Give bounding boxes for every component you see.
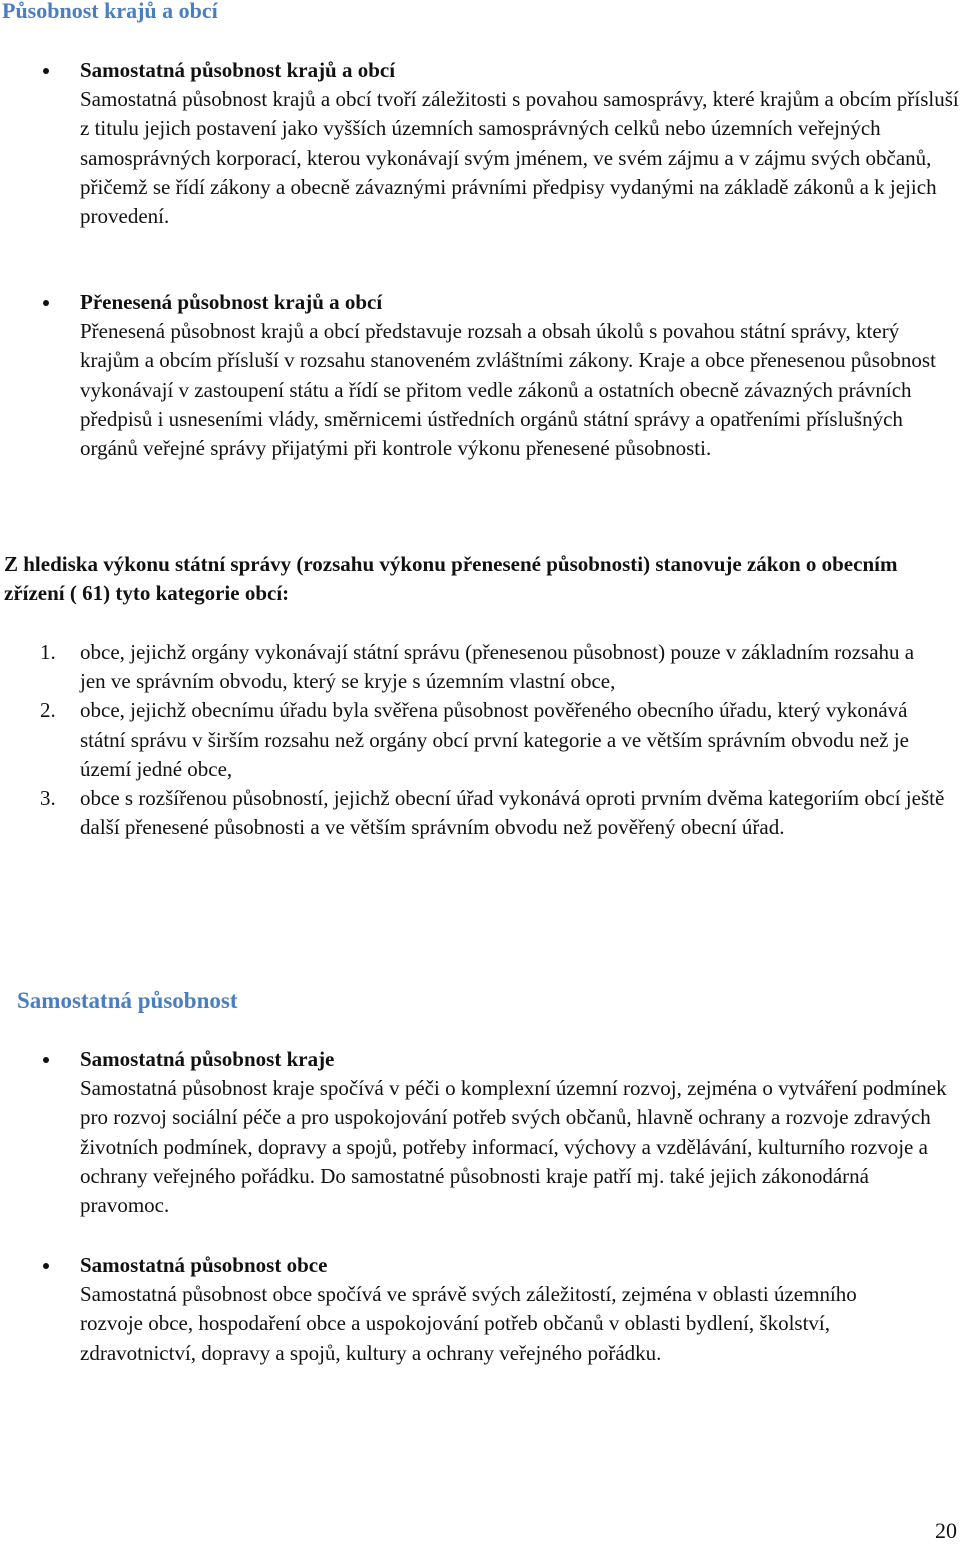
bullet-title: Přenesená působnost krajů a obcí bbox=[80, 290, 383, 314]
bullet-icon bbox=[43, 1263, 49, 1269]
categories-list bbox=[40, 638, 945, 842]
list-number: 1. bbox=[40, 640, 56, 664]
list-number: 3. bbox=[40, 786, 56, 811]
bullet-title: Samostatná působnost kraje bbox=[80, 1047, 335, 1071]
section-heading-kategorie-obci: Z hlediska výkonu státní správy (rozsahu výkonu přenesené působnosti) stanovuje zákon o obecním zřízení ( 61) tyto kategorie obcí: bbox=[4, 552, 898, 606]
list-item bbox=[40, 696, 945, 784]
page-number: 20 bbox=[935, 1518, 957, 1543]
bullet-icon bbox=[43, 1057, 49, 1063]
bullet-text: Samostatná působnost obce spočívá ve správě svých záležitostí, zejména v oblasti územního rozvoje obce, hospodaření obce a uspokojování potřeb občanů v oblasti bydlení, školství, zdravotnictví, dopravy a spojů, kultury a ochrany veřejného pořádku. bbox=[80, 1282, 857, 1365]
bullet-samostatna-pusobnost-kraju-a-obci bbox=[43, 56, 959, 231]
bullet-samostatna-pusobnost-obce bbox=[43, 1251, 923, 1368]
page-title: Působnost krajů a obcí bbox=[2, 0, 218, 23]
bullet-title: Samostatná působnost obce bbox=[80, 1253, 328, 1277]
section-title-samostatna-pusobnost: Samostatná působnost bbox=[17, 988, 238, 1013]
bullet-text: Přenesená působnost krajů a obcí představuje rozsah a obsah úkolů s povahou státní správy, který krajům a obcím přísluší v rozsahu stanoveném zvláštními zákony. Kraje a obce přenesenou působnost vykonávají v zastoupení státu a řídí se přitom vedle zákonů a ostatních obecně závazných právních předpisů i usneseními vlády, směrnicemi ústředních orgánů státní správy a opatřeními příslušných orgánů veřejné správy přijatými při kontrole výkonu přenesené působnosti. bbox=[80, 319, 936, 461]
bullet-text: Samostatná působnost kraje spočívá v péči o komplexní územní rozvoj, zejména o vytváření podmínek pro rozvoj sociální péče a pro uspokojování potřeb svých občanů, hlavně ochrany a rozvoje zdravých životních podmínek, dopravy a spojů, potřeby informací, výchovy a vzdělávání, kulturního rozvoje a ochrany veřejného pořádku. Do samostatné působnosti kraje patří mj. také jejich zákonodárná pravomoc. bbox=[80, 1076, 947, 1218]
bullet-text: Samostatná působnost krajů a obcí tvoří záležitosti s povahou samosprávy, které krajům a obcím přísluší z titulu jejich postavení jako vyšších územních samosprávných celků nebo územních veřejných samosprávných korporací, kterou vykonávají svým jménem, ve svém zájmu a v zájmu svých občanů, přičemž se řídí zákony a obecně závaznými právními předpisy vydanými na základě zákonů a k jejich provedení. bbox=[80, 87, 959, 229]
list-item-text: obce, jejichž orgány vykonávají státní správu (přenesenou působnost) pouze v základním rozsahu a jen ve správním obvodu, který se kryje s územním vlastní obce, bbox=[80, 640, 915, 694]
list-item-text: obce, jejichž obecnímu úřadu byla svěřena působnost pověřeného obecního úřadu, který vykonává státní správu v širším rozsahu než orgány obcí první kategorie a ve větším správním obvodu než je území jedné obce, bbox=[80, 698, 909, 781]
list-item bbox=[40, 638, 945, 696]
list-item bbox=[40, 784, 945, 842]
bullet-title: Samostatná působnost krajů a obcí bbox=[80, 58, 396, 82]
bullet-icon bbox=[43, 300, 49, 306]
bullet-samostatna-pusobnost-kraje bbox=[43, 1045, 947, 1220]
list-item-text: obce s rozšířenou působností, jejichž obecní úřad vykonává oproti prvním dvěma kategoriím obcí ještě další přenesené působnosti a ve větším správním obvodu než pověřený obecní úřad. bbox=[80, 786, 945, 840]
list-number: 2. bbox=[40, 698, 56, 723]
bullet-prenesena-pusobnost-kraju-a-obci bbox=[43, 288, 936, 463]
bullet-icon bbox=[43, 68, 49, 74]
